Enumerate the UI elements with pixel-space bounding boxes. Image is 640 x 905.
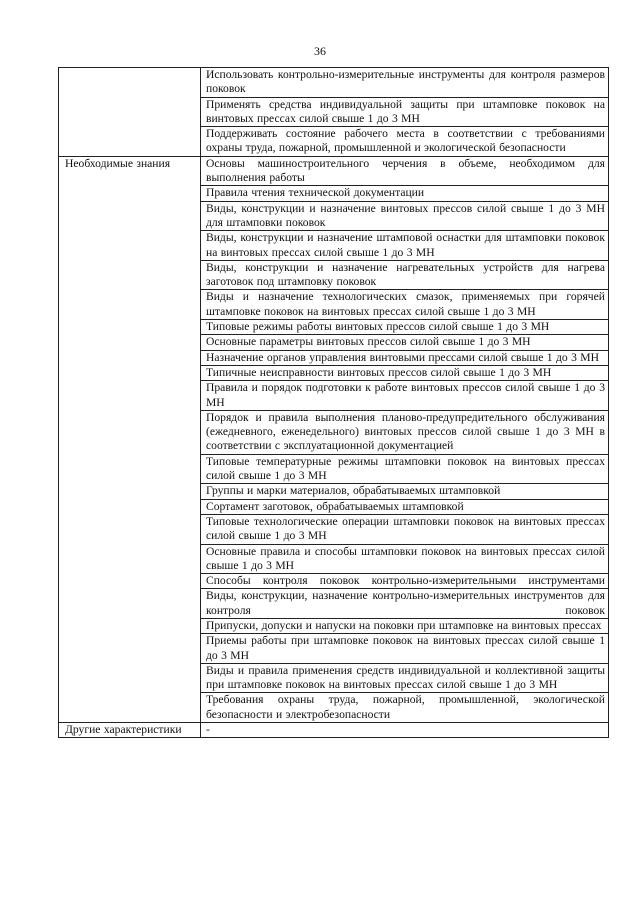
- requirement-item: Использовать контрольно-измерительные инструменты для контроля размеров поковок: [201, 68, 609, 98]
- knowledge-item: Порядок и правила выполнения планово-предупредительного обслуживания (ежедневного, еженедельного) винтовых прессов силой свыше 1 до 3 МН в соответствии с эксплуатационной документацией: [201, 410, 609, 454]
- requirements-table: [58, 67, 609, 738]
- table-row: [59, 723, 609, 738]
- row-label-required-knowledge: Необходимые знания: [59, 156, 201, 722]
- knowledge-item: Типичные неисправности винтовых прессов силой свыше 1 до 3 МН: [201, 365, 609, 380]
- knowledge-item: Основы машиностроительного черчения в объеме, необходимом для выполнения работы: [201, 156, 609, 186]
- knowledge-item: Основные параметры винтовых прессов силой свыше 1 до 3 МН: [201, 335, 609, 350]
- other-characteristics-value: -: [201, 723, 609, 738]
- knowledge-item: Виды и назначение технологических смазок, применяемых при горячей штамповке поковок на винтовых прессах силой свыше 1 до 3 МН: [201, 290, 609, 320]
- knowledge-item: Виды, конструкции и назначение нагревательных устройств для нагрева заготовок под штамповку поковок: [201, 260, 609, 290]
- knowledge-item: Назначение органов управления винтовыми прессами силой свыше 1 до 3 МН: [201, 350, 609, 365]
- knowledge-item: Виды, конструкции, назначение контрольно-измерительных инструментов для контроля поковок: [201, 589, 609, 619]
- knowledge-item: Группы и марки материалов, обрабатываемых штамповкой: [201, 484, 609, 499]
- knowledge-item: Типовые температурные режимы штамповки поковок на винтовых прессах силой свыше 1 до 3 МН: [201, 454, 609, 484]
- knowledge-item: Правила и порядок подготовки к работе винтовых прессов силой свыше 1 до 3 МН: [201, 381, 609, 411]
- knowledge-item: Приемы работы при штамповке поковок на винтовых прессах силой свыше 1 до 3 МН: [201, 634, 609, 664]
- knowledge-item: Сортамент заготовок, обрабатываемых штамповкой: [201, 499, 609, 514]
- table-row: [59, 156, 609, 186]
- requirement-item: Применять средства индивидуальной защиты при штамповке поковок на винтовых прессах силой свыше 1 до 3 МН: [201, 97, 609, 127]
- table-row: [59, 68, 609, 98]
- knowledge-item: Требования охраны труда, пожарной, промышленной, экологической безопасности и электробезопасности: [201, 693, 609, 723]
- knowledge-item: Правила чтения технической документации: [201, 186, 609, 201]
- knowledge-item: Типовые технологические операции штамповки поковок на винтовых прессах силой свыше 1 до 3 МН: [201, 514, 609, 544]
- row-label: [59, 68, 201, 157]
- knowledge-item: Типовые режимы работы винтовых прессов силой свыше 1 до 3 МН: [201, 320, 609, 335]
- row-label-other-characteristics: Другие характеристики: [59, 723, 201, 738]
- knowledge-item: Виды и правила применения средств индивидуальной и коллективной защиты при штамповке поковок на винтовых прессах силой свыше 1 до 3 МН: [201, 663, 609, 693]
- knowledge-item: Основные правила и способы штамповки поковок на винтовых прессах силой свыше 1 до 3 МН: [201, 544, 609, 574]
- knowledge-item: Припуски, допуски и напуски на поковки при штамповке на винтовых прессах: [201, 618, 609, 633]
- knowledge-item: Виды, конструкции и назначение винтовых прессов силой свыше 1 до 3 МН для штамповки поковок: [201, 201, 609, 231]
- page-number: 36: [314, 44, 326, 58]
- requirement-item: Поддерживать состояние рабочего места в соответствии с требованиями охраны труда, пожарной, промышленной и экологической безопасности: [201, 127, 609, 157]
- knowledge-item: Способы контроля поковок контрольно-измерительными инструментами: [201, 574, 609, 589]
- knowledge-item: Виды, конструкции и назначение штамповой оснастки для штамповки поковок на винтовых прессах силой свыше 1 до 3 МН: [201, 231, 609, 261]
